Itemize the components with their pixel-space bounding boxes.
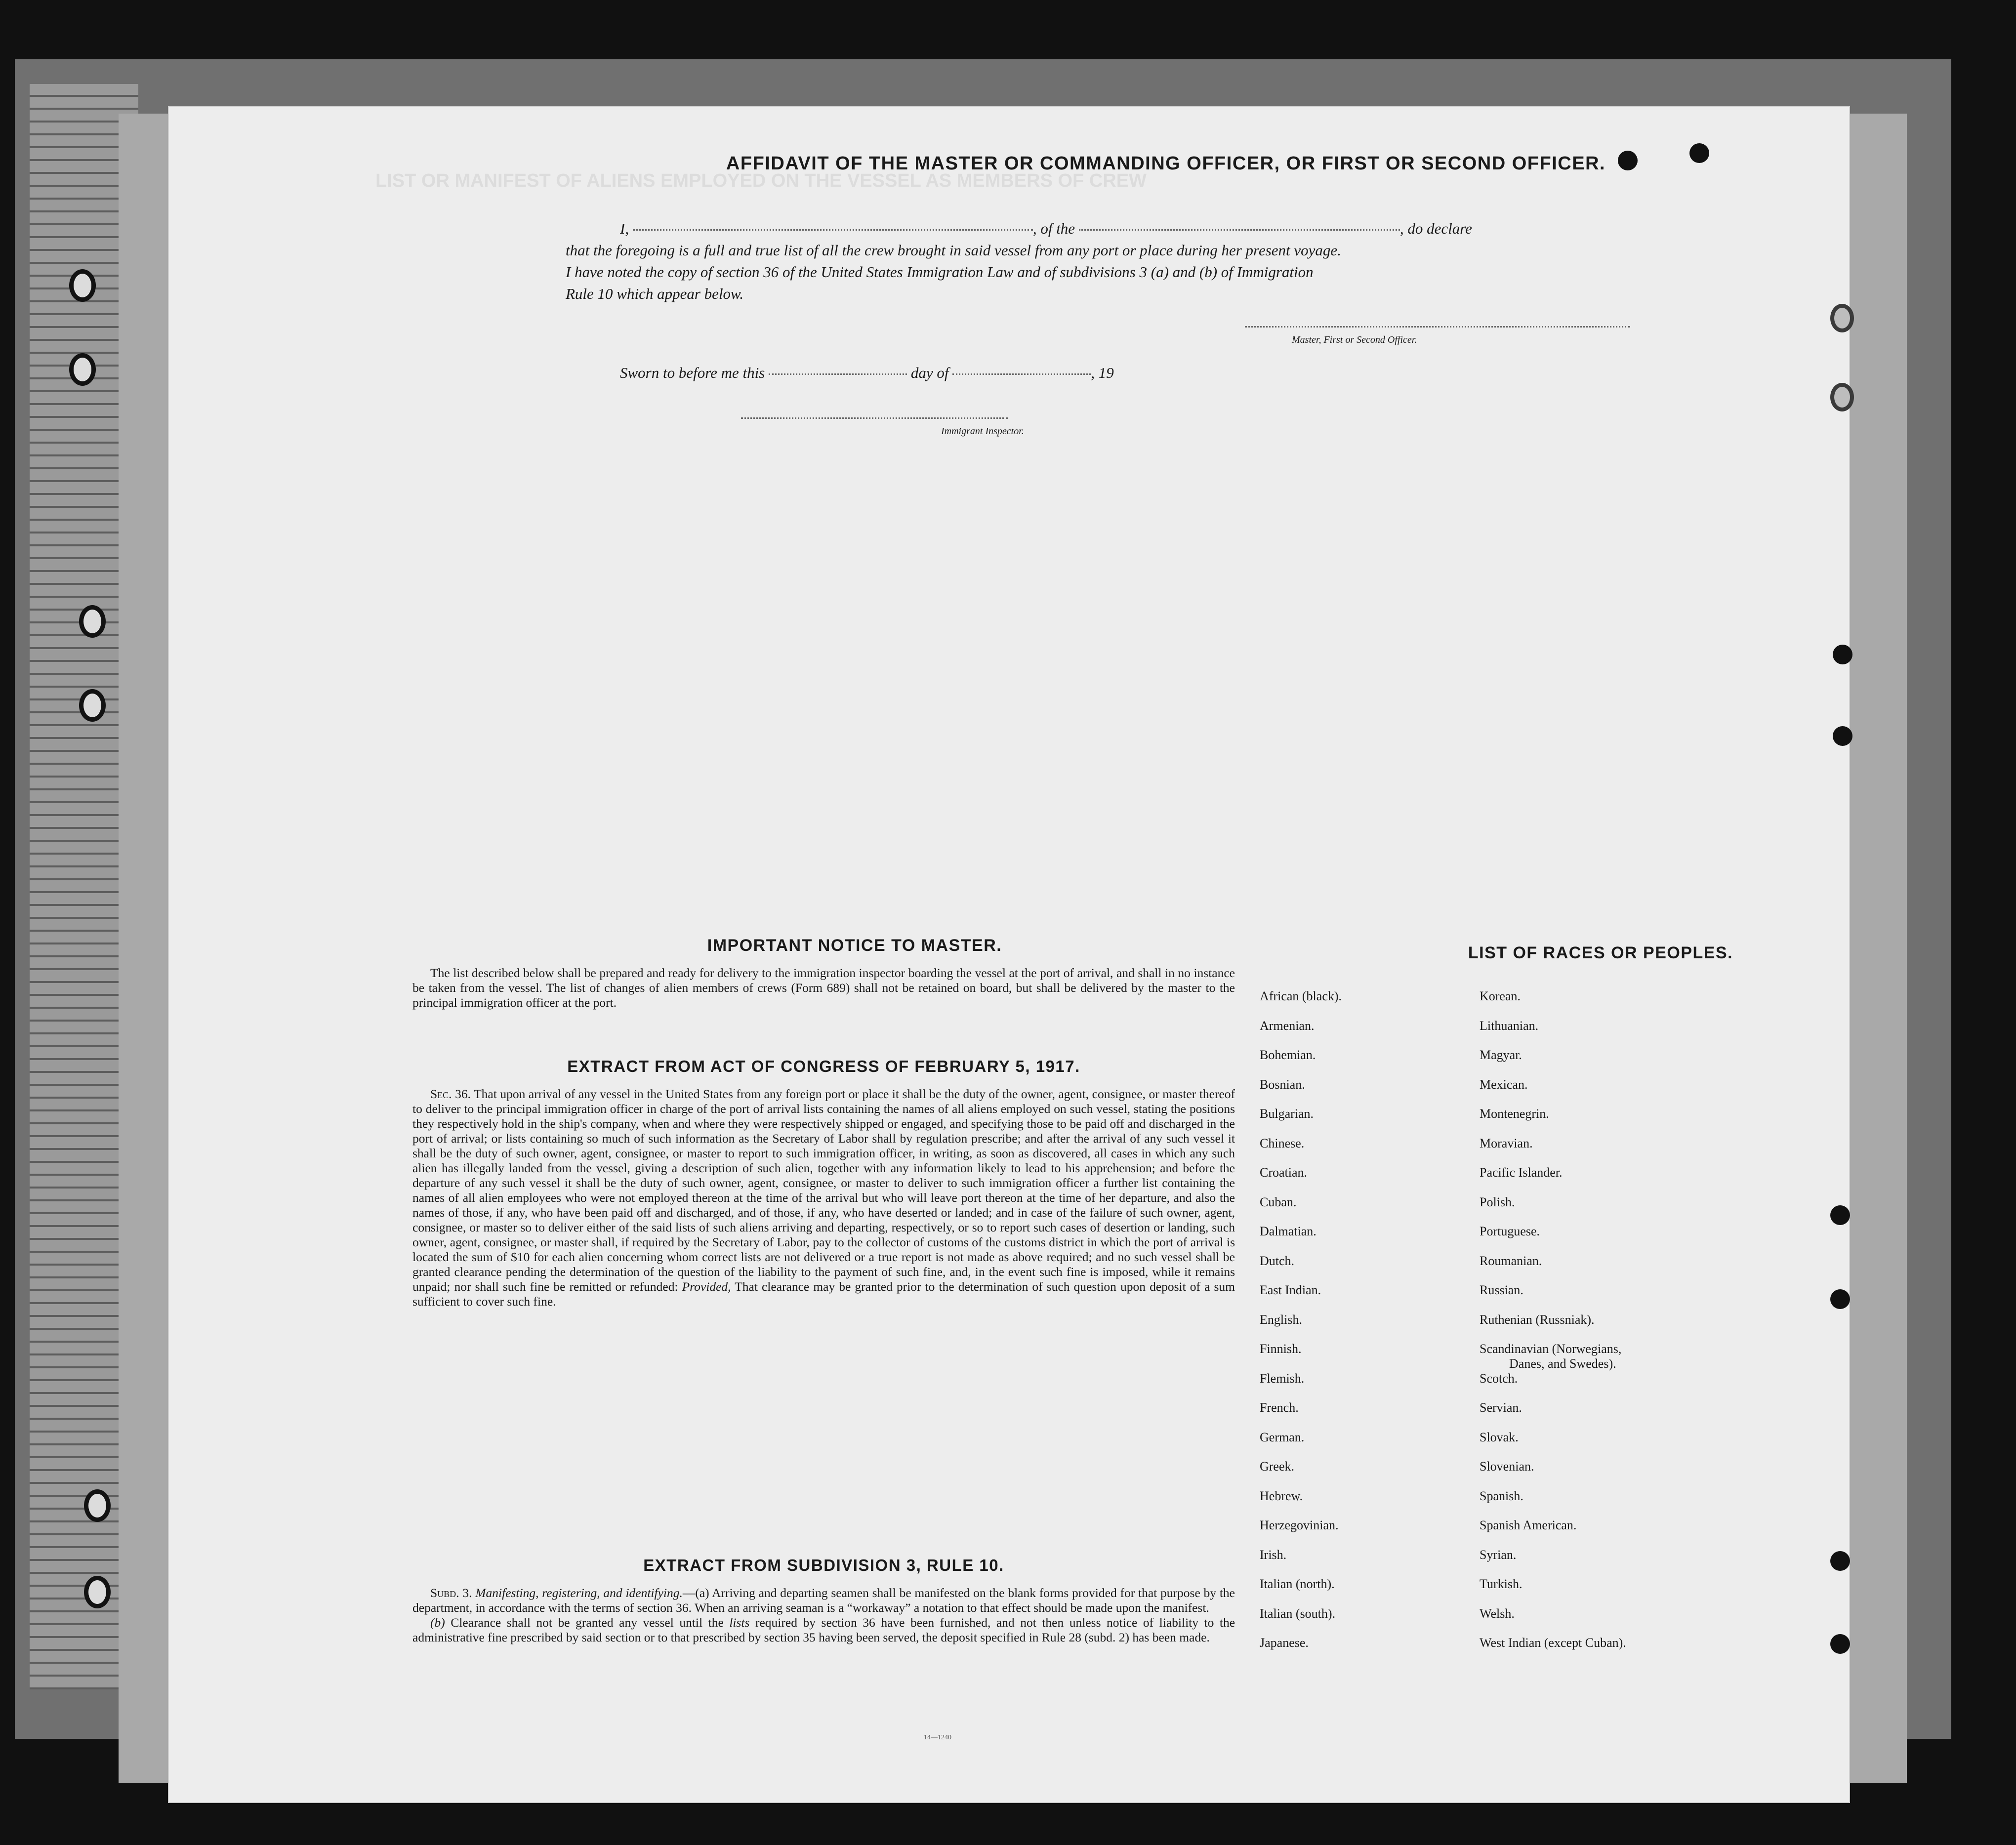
races-title: LIST OF RACES OR PEOPLES.: [1468, 943, 1733, 962]
race-item: Spanish.: [1480, 1488, 1523, 1503]
race-item: Servian.: [1480, 1400, 1522, 1415]
affidavit-declare: , do declare: [1399, 220, 1472, 237]
race-item: Syrian.: [1480, 1547, 1517, 1562]
race-item: English.: [1260, 1312, 1302, 1327]
affidavit-of-the: , of the: [1032, 220, 1075, 237]
right-punch-hole: [1830, 383, 1854, 411]
race-item: Slovenian.: [1480, 1459, 1534, 1474]
left-punch-hole: [84, 1489, 111, 1522]
race-item: Ruthenian (Russniak).: [1480, 1312, 1595, 1327]
race-item: Portuguese.: [1480, 1224, 1540, 1238]
race-item: French.: [1260, 1400, 1299, 1415]
races-left-column: [1260, 989, 1342, 1665]
races-right-column: [1480, 989, 1626, 1665]
sworn-year: , 19: [1091, 364, 1114, 381]
race-item: Spanish American.: [1480, 1518, 1577, 1532]
document-page: [168, 106, 1850, 1803]
form-number: 14—1240: [924, 1734, 951, 1741]
race-item: Dalmatian.: [1260, 1224, 1317, 1238]
left-punch-hole: [79, 689, 106, 722]
race-item: Turkish.: [1480, 1577, 1522, 1591]
affidavit-title: AFFIDAVIT OF THE MASTER OR COMMANDING OFFICER, OR FIRST OR SECOND OFFICER.: [726, 153, 1606, 174]
race-item: German.: [1260, 1430, 1305, 1444]
race-item: Roumanian.: [1480, 1253, 1542, 1268]
race-item: Chinese.: [1260, 1136, 1305, 1150]
left-punch-hole: [69, 353, 96, 386]
race-item: Greek.: [1260, 1459, 1295, 1474]
section-label: Sec. 36.: [430, 1087, 471, 1101]
master-caption: Master, First or Second Officer.: [1292, 334, 1417, 345]
race-item: Irish.: [1260, 1547, 1287, 1562]
race-item: West Indian (except Cuban).: [1480, 1636, 1626, 1650]
race-item: Hebrew.: [1260, 1488, 1303, 1503]
sworn-day: day of: [910, 364, 949, 381]
right-punch-hole: [1833, 726, 1852, 746]
race-item: Montenegrin.: [1480, 1107, 1549, 1121]
race-item: Armenian.: [1260, 1018, 1315, 1033]
paragraph-b-text-end: required by section 36 have been furnished, and not then unless notice of liability to the administrative fine prescribed by said section or to that prescribed by section 35 having been served, the deposit specified in Rule 28 (subd. 2) has been made.: [412, 1615, 1235, 1644]
race-item: Scotch.: [1480, 1371, 1518, 1386]
extract-act-title: EXTRACT FROM ACT OF CONGRESS OF FEBRUARY 5, 1917.: [567, 1057, 1080, 1075]
subdivision-heading: Manifesting, registering, and identifying.: [475, 1586, 683, 1600]
lists-word: lists: [729, 1615, 750, 1630]
right-punch-hole: [1830, 1634, 1850, 1654]
name-blank: [633, 229, 1033, 231]
right-punch-hole: [1830, 1289, 1850, 1309]
race-item: Korean.: [1480, 989, 1521, 1003]
month-blank: [952, 373, 1091, 375]
affidavit-line-1: [620, 219, 1472, 239]
section-36-body: That upon arrival of any vessel in the United States from any foreign port or place it shall be the duty of the owner, agent, consignee, or master thereof to deliver to the principal immigration officer in charge of the port of arrival lists containing the names of all aliens employed on such vessel, stating the positions they respectively hold in the ship's company, when and where they were respectively shipped or engaged, and specifying those to be paid off and discharged in the port of arrival; or lists containing so much of such information as the Secretary of Labor shall by regulation prescribe; and after the arrival of any such vessel it shall be the duty of such owner, agent, consignee, or master to report to such immigration officer, in writing, as soon as discovered, all cases in which any such alien has illegally landed from the vessel, giving a description of such alien, together with any information likely to lead to his apprehension; and before the departure of any such vessel it shall be the duty of such owner, agent, consignee, or master to deliver to such immigration officer a further list containing the names of all alien employees who were not employed thereon at the time of the arrival but who will leave port thereon at the time of her departure, and also the names of those, if any, who have been paid off and discharged, and of those, if any, who have deserted or landed; and in case of the failure of such owner, agent, consignee, or master so to deliver either of the said lists of such aliens arriving and departing, respectively, or so to report such cases of desertion or landing, such owner, agent, consignee, or master shall, if required by the Secretary of Labor, pay to the collector of customs of the customs district in which the port of arrival is located the sum of $10 for each alien concerning whom correct lists are not delivered or a true report is not made as above required; and no such vessel shall be granted clearance pending the determination of the question of the liability to the payment of such fine, and, in the event such fine is imposed, while it remains unpaid; nor shall such fine be remitted or refunded:: [412, 1087, 1235, 1294]
race-item-scandinavian: Scandinavian (Norwegians,: [1480, 1342, 1622, 1356]
race-item: Moravian.: [1480, 1136, 1533, 1150]
race-item: Croatian.: [1260, 1165, 1308, 1180]
race-item: Welsh.: [1480, 1606, 1515, 1621]
left-punch-hole: [69, 269, 96, 302]
race-item: Herzegovinian.: [1260, 1518, 1339, 1532]
race-item: Slovak.: [1480, 1430, 1519, 1444]
race-item-scandinavian-cont: Danes, and Swedes).: [1509, 1356, 1616, 1371]
sworn-line: [620, 363, 1114, 383]
race-item: Polish.: [1480, 1194, 1515, 1209]
affidavit-i: I,: [620, 220, 629, 237]
affidavit-line-3: I have noted the copy of section 36 of the United States Immigration Law and of subdivisions 3 (a) and (b) of Immigration: [566, 263, 1314, 281]
race-item: [1480, 1342, 1626, 1371]
inspector-signature-line: [741, 417, 1008, 419]
section-36-body-end: That clearance may be granted prior to the determination of such question upon deposit of a sum sufficient to cover such fine.: [412, 1279, 1235, 1309]
race-item: Flemish.: [1260, 1371, 1305, 1386]
notice-paragraph: The list described below shall be prepared and ready for delivery to the immigration inspector boarding the vessel at the port of arrival, and shall in no instance be taken from the vessel. The list of changes of alien members of crews (Form 689) shall not be retained on board, but shall be delivered by the master to the principal immigration officer at the port.: [412, 966, 1235, 1010]
sworn-prefix: Sworn to before me this: [620, 364, 765, 381]
race-item: Dutch.: [1260, 1253, 1295, 1268]
race-item: Bohemian.: [1260, 1048, 1316, 1062]
paragraph-a: —(a) Arriving and departing seamen shall be manifested on the blank forms provided for that purpose by the department, in accordance with the terms of section 36. When an arriving seaman is a “workaway” a notation to that effect should be made upon the manifest.: [412, 1586, 1235, 1615]
rule-10-text: [412, 1586, 1235, 1645]
provided-word: Provided,: [682, 1279, 731, 1294]
race-item: East Indian.: [1260, 1283, 1321, 1297]
left-punch-hole: [79, 605, 106, 638]
race-item: Japanese.: [1260, 1636, 1309, 1650]
vessel-blank: [1079, 229, 1400, 231]
right-punch-hole: [1830, 1205, 1850, 1225]
paragraph-b-text: Clearance shall not be granted any vessel until the: [451, 1615, 724, 1630]
race-item: African (black).: [1260, 989, 1342, 1003]
race-item: Mexican.: [1480, 1077, 1528, 1092]
notice-body: [412, 966, 1235, 1010]
master-signature-line: [1245, 326, 1630, 328]
affidavit-line-4: Rule 10 which appear below.: [566, 285, 744, 302]
paragraph-b-label: (b): [430, 1615, 445, 1630]
race-item: Pacific Islander.: [1480, 1165, 1563, 1180]
race-item: Cuban.: [1260, 1194, 1297, 1209]
right-punch-hole: [1830, 1551, 1850, 1571]
day-blank: [769, 373, 907, 375]
subdivision-label: Subd. 3.: [430, 1586, 472, 1600]
affidavit-line-2: that the foregoing is a full and true list of all the crew brought in said vessel from any port or place during her present voyage.: [566, 242, 1341, 259]
left-punch-hole: [84, 1576, 111, 1608]
race-item: Magyar.: [1480, 1048, 1522, 1062]
race-item: Finnish.: [1260, 1342, 1302, 1356]
right-punch-hole: [1833, 645, 1852, 664]
race-item: Lithuanian.: [1480, 1018, 1539, 1033]
right-punch-hole: [1830, 304, 1854, 332]
extract-rule-title: EXTRACT FROM SUBDIVISION 3, RULE 10.: [643, 1556, 1004, 1574]
race-item: Italian (south).: [1260, 1606, 1336, 1621]
notice-title: IMPORTANT NOTICE TO MASTER.: [707, 936, 1002, 955]
race-item: Bulgarian.: [1260, 1107, 1314, 1121]
inspector-caption: Immigrant Inspector.: [941, 426, 1024, 437]
section-36-text: [412, 1087, 1235, 1309]
race-item: Italian (north).: [1260, 1577, 1335, 1591]
bleed-through-text: LIST OR MANIFEST OF ALIENS EMPLOYED ON THE VESSEL AS MEMBERS OF CREW: [375, 170, 1147, 191]
race-item: Russian.: [1480, 1283, 1523, 1297]
race-item: Bosnian.: [1260, 1077, 1305, 1092]
